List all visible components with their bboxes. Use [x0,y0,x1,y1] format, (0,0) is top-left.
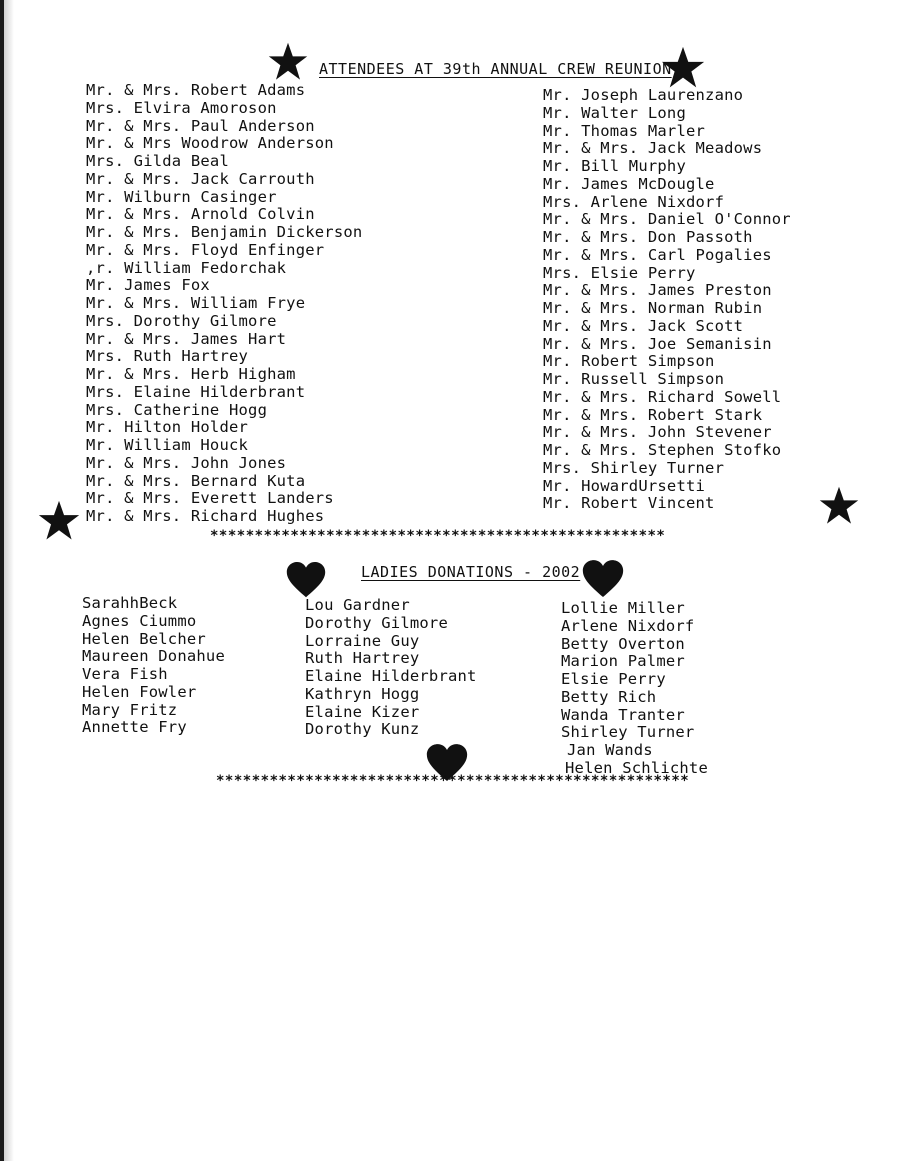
attendee-name: Mr. & Mrs. Stephen Stofko [543,441,782,459]
donor-name: Helen Belcher [82,629,206,648]
donor-name: Elaine Hilderbrant [305,667,477,685]
donor-name: Kathryn Hogg [305,684,420,703]
donor-name: Dorothy Gilmore [305,613,448,632]
donor-name: Lou Gardner [305,596,410,614]
attendee-name: Mr. Hilton Holder [86,418,249,437]
attendees-left-column [86,82,362,526]
donor-name: Helen Schlichte [565,758,708,777]
donor-name: Betty Overton [561,634,685,653]
donations-title: LADIES DONATIONS - 2002 [361,563,581,581]
attendee-name: Mrs. Elvira Amoroson [86,98,277,117]
donor-name: SarahhBeck [82,594,178,612]
attendee-name: ,r. William Fedorchak [86,258,287,277]
donor-name: Annette Fry [82,718,187,737]
donor-name: Wanda Tranter [561,705,685,724]
donor-name: Elsie Perry [561,670,666,688]
attendee-name: Mr. & Mrs. Jack Meadows [543,139,763,158]
attendee-name: Mr. & Mrs. Bernard Kuta [86,471,306,490]
attendee-name: Mrs. Elsie Perry [543,263,696,282]
donor-name: Vera Fish [82,665,168,683]
attendee-name: Mr. & Mrs. Everett Landers [86,489,334,508]
attendee-name: Mr. & Mrs. Carl Pogalies [543,245,772,264]
attendee-name: Mr. Wilburn Casinger [86,187,277,206]
heart-icon [582,560,624,598]
attendee-name: Mr. & Mrs. Richard Sowell [543,387,782,406]
attendee-name: Mr. & Mrs. Robert Adams [86,81,306,99]
donations-column-3 [561,600,708,778]
attendee-name: Mr. & Mrs. William Frye [86,294,306,312]
attendee-name: Mr. & Mrs. Robert Stark [543,405,763,424]
attendee-name: Mr. & Mrs Woodrow Anderson [86,134,334,153]
attendee-name: Mr. & Mrs. Don Passoth [543,228,753,246]
attendee-name: Mr. & Mrs. Norman Rubin [543,299,763,317]
star-divider-bottom: ***************************************************** [216,773,690,789]
star-divider-top: *************************************************** [210,528,666,544]
donor-name: Mary Fritz [82,700,178,719]
attendee-name: Mr. & Mrs. Jack Scott [543,316,744,335]
attendee-name: Mr. James McDougle [543,174,715,193]
attendee-name: Mr. & Mrs. Benjamin Dickerson [86,223,363,241]
attendee-name: Mrs. Catherine Hogg [86,400,268,419]
attendee-name: Mr. & Mrs. John Jones [86,453,287,472]
donor-name: Dorothy Kunz [305,720,420,739]
donor-name: Agnes Ciummo [82,611,197,630]
attendee-name: Mrs. Gilda Beal [86,152,229,170]
attendee-name: Mrs. Dorothy Gilmore [86,311,277,330]
donations-column-2 [305,597,477,739]
attendee-name: Mr. & Mrs. Herb Higham [86,365,296,383]
attendee-name: Mr. & Mrs. Arnold Colvin [86,205,315,224]
donor-name: Arlene Nixdorf [561,616,695,635]
donor-name: Ruth Hartrey [305,649,420,668]
donor-name: Jan Wands [567,741,653,759]
star-icon [268,42,308,82]
attendees-right-column [543,87,791,513]
heart-icon [286,562,326,598]
attendee-name: Mr. & Mrs. James Hart [86,329,287,348]
attendee-name: Mr. Robert Simpson [543,352,715,371]
attendee-name: Mr. James Fox [86,276,210,295]
star-icon [38,500,80,542]
attendee-name: Mr. Bill Murphy [543,157,686,175]
attendee-name: Mrs. Shirley Turner [543,458,725,477]
donor-name: Maureen Donahue [82,647,225,666]
attendee-name: Mrs. Ruth Hartrey [86,347,249,366]
attendee-name: Mr. Russell Simpson [543,370,725,388]
attendee-name: Mr. Thomas Marler [543,121,706,140]
attendee-name: Mrs. Elaine Hilderbrant [86,382,306,401]
star-icon [818,486,860,526]
attendee-name: Mr. & Mrs. Paul Anderson [86,116,315,135]
donor-name: Lorraine Guy [305,631,420,650]
attendee-name: Mr. & Mrs. Richard Hughes [86,507,325,525]
donor-name: Elaine Kizer [305,702,420,721]
attendee-name: Mr. Robert Vincent [543,494,715,513]
donor-name: Helen Fowler [82,682,197,701]
attendee-name: Mr. & Mrs. Joe Semanisin [543,334,772,353]
attendee-name: Mr. & Mrs. John Stevener [543,423,772,442]
attendee-name: Mr. & Mrs. Daniel O'Connor [543,210,791,229]
attendee-name: Mr. Walter Long [543,103,686,122]
attendee-name: Mr. & Mrs. Floyd Enfinger [86,240,325,259]
donor-name: Marion Palmer [561,652,685,671]
donor-name: Shirley Turner [561,723,695,742]
attendee-name: Mr. Joseph Laurenzano [543,86,744,104]
donations-column-1 [82,595,225,737]
attendees-title: ATTENDEES AT 39th ANNUAL CREW REUNION [319,60,672,78]
donor-name: Lollie Miller [561,599,685,617]
attendee-name: Mrs. Arlene Nixdorf [543,192,725,211]
attendee-name: Mr. & Mrs. James Preston [543,281,772,300]
page-shadow [4,0,14,1161]
attendee-name: Mr. & Mrs. Jack Carrouth [86,169,315,188]
attendee-name: Mr. HowardUrsetti [543,476,706,495]
donor-name: Betty Rich [561,687,657,706]
attendee-name: Mr. William Houck [86,436,249,454]
